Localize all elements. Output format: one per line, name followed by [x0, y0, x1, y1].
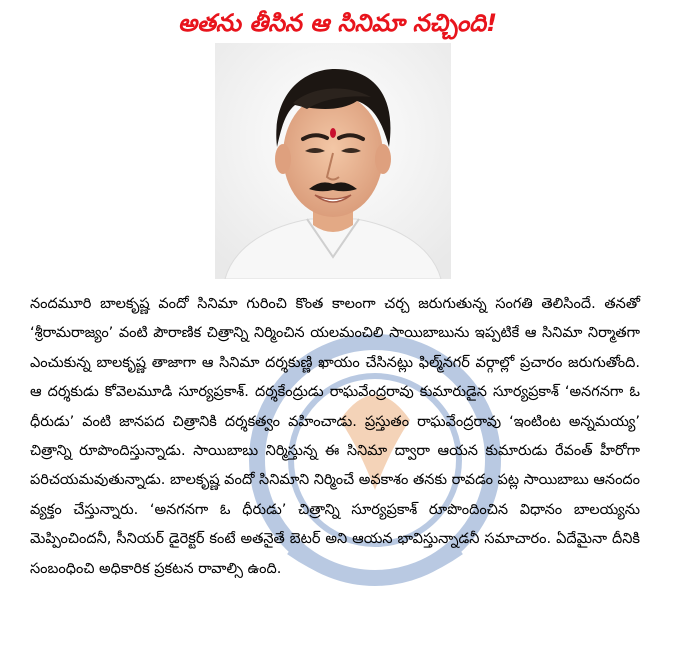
article-body	[30, 290, 640, 584]
portrait-photo	[215, 43, 451, 279]
portrait-illustration	[215, 43, 451, 279]
article-paragraph: నందమూరి బాలకృష్ణ వందో సినిమా గురించి కొంత కాలంగా చర్చ జరుగుతున్న సంగతి తెలిసిందే. తనతో ‘శ్రీరామరాజ్యం’ వంటి పౌరాణిక చిత్రాన్ని నిర్మించిన యలమంచిలి సాయిబాబును ఇప్పటికే ఆ సినిమా నిర్మాతగా ఎంచుకున్న బాలకృష్ణ తాజాగా ఆ సినిమా దర్శకుణ్ణి ఖాయం చేసినట్లు ఫిల్మ్‌నగర్ వర్గాల్లో ప్రచారం జరుగుతోంది. ఆ దర్శకుడు కోవెలమూడి సూర్యప్రకాశ్. దర్శకేంద్రుడు రాఘవేంద్రరావు కుమారుడైన సూర్యప్రకాశ్ ‘అనగనగా ఓ ధీరుడు’ వంటి జానపద చిత్రానికి దర్శకత్వం వహించాడు. ప్రస్తుతం రాఘవేంద్రరావు ‘ఇంటింట అన్నమయ్య’ చిత్రాన్ని రూపొందిస్తున్నాడు. సాయిబాబు నిర్మిస్తున్న ఈ సినిమా ద్వారా ఆయన కుమారుడు రేవంత్ హీరోగా పరిచయమవుతున్నాడు. బాలకృష్ణ వందో సినిమాని నిర్మించే అవకాశం తనకు రావడం పట్ల సాయిబాబు ఆనందం వ్యక్తం చేస్తున్నారు. ‘అనగనగా ఓ ధీరుడు’ చిత్రాన్ని సూర్యప్రకాశ్ రూపొందించిన విధానం బాలయ్యను మెప్పించిందనీ, సీనియర్ డైరెక్టర్ కంటే అతనైతే బెటర్ అని ఆయన భావిస్తున్నాడనీ సమాచారం. ఏదేమైనా దీనికి సంబంధించి అధికారిక ప్రకటన రావాల్సి ఉంది.	[30, 296, 641, 577]
article-headline: అతను తీసిన ఆ సినిమా నచ్చింది!	[177, 9, 498, 37]
